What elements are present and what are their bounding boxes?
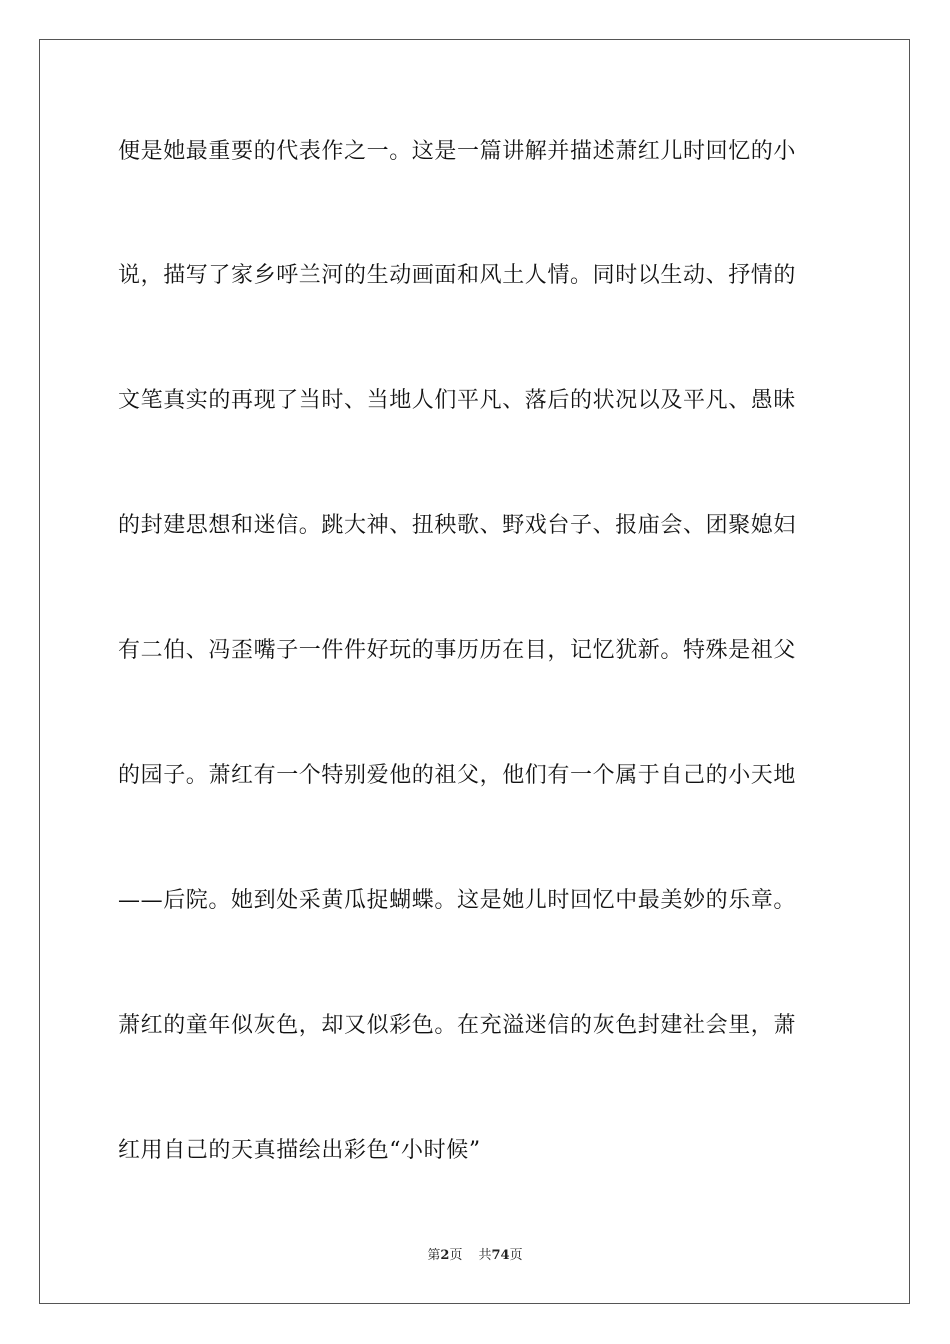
total-pages-prefix: 共 — [478, 1248, 492, 1263]
page-number-prefix: 第 — [427, 1248, 441, 1263]
body-text-line: 萧红的童年似灰色，却又似彩色。在充溢迷信的灰色封建社会里，萧 — [118, 1013, 797, 1038]
page-number: 2 — [440, 1248, 450, 1263]
page-footer — [0, 1248, 950, 1264]
body-text-line: 说，描写了家乡呼兰河的生动画面和风土人情。同时以生动、抒情的 — [118, 263, 797, 288]
body-text-line: ——后院。她到处采黄瓜捉蝴蝶。这是她儿时回忆中最美妙的乐章。 — [118, 888, 797, 913]
body-text-line: 便是她最重要的代表作之一。这是一篇讲解并描述萧红儿时回忆的小 — [118, 139, 797, 164]
page-frame — [39, 39, 910, 1304]
body-text-line: 的园子。萧红有一个特别爱他的祖父，他们有一个属于自己的小天地 — [118, 763, 797, 788]
body-text-line: 文笔真实的再现了当时、当地人们平凡、落后的状况以及平凡、愚昧 — [118, 388, 797, 413]
page-number-suffix: 页 — [449, 1248, 463, 1263]
body-text-line: 的封建思想和迷信。跳大神、扭秧歌、野戏台子、报庙会、团聚媳妇 — [118, 513, 797, 538]
body-text-line: 红用自己的天真描绘出彩色“小时候” — [118, 1138, 481, 1163]
body-text-line: 有二伯、冯歪嘴子一件件好玩的事历历在目，记忆犹新。特殊是祖父 — [118, 638, 797, 663]
total-pages: 74 — [491, 1248, 510, 1263]
total-pages-suffix: 页 — [509, 1248, 523, 1263]
